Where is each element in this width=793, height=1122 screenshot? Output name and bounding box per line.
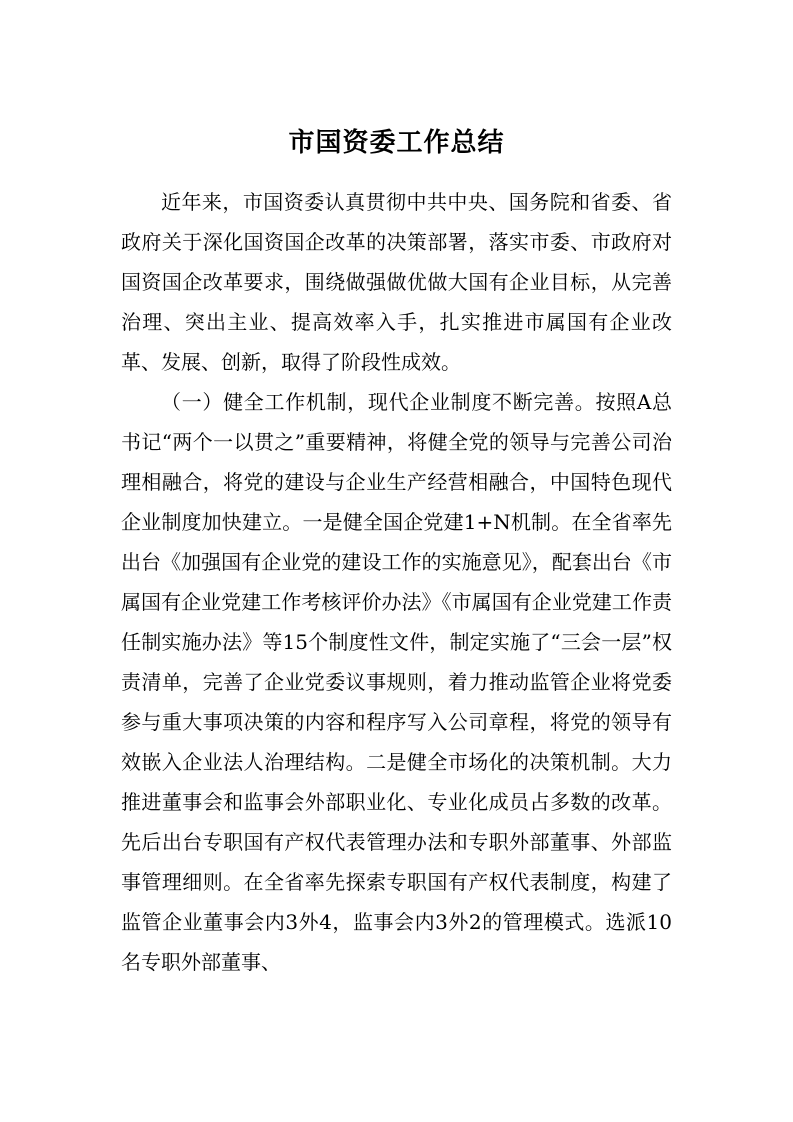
paragraph-section-1: （一）健全工作机制，现代企业制度不断完善。按照A总书记“两个一以贯之”重要精神，将健全党的领导与完善公司治理相融合，将党的建设与企业生产经营相融合，中国特色现代企业制度加快建立。一是健全国企党建1+N机制。在全省率先出台《加强国有企业党的建设工作的实施意见》，配套出台《市属国有企业党建工作考核评价办法》《市属国有企业党建工作责任制实施办法》等15个制度性文件，制定实施了“三会一层”权责清单，完善了企业党委议事规则，着力推动监管企业将党委参与重大事项决策的内容和程序写入公司章程，将党的领导有效嵌入企业法人治理结构。二是健全市场化的决策机制。大力推进董事会和监事会外部职业化、专业化成员占多数的改革。先后出台专职国有产权代表管理办法和专职外部董事、外部监事管理细则。在全省率先探索专职国有产权代表制度，构建了监管企业董事会内3外4，监事会内3外2的管理模式。选派10名专职外部董事、 <box>121 390 672 974</box>
document-body <box>121 182 672 982</box>
document-title: 市国资委工作总结 <box>288 128 505 158</box>
paragraph-intro: 近年来，市国资委认真贯彻中共中央、国务院和省委、省政府关于深化国资国企改革的决策部署，落实市委、市政府对国资国企改革要求，围绕做强做优做大国有企业目标，从完善治理、突出主业、提高效率入手，扎实推进市属国有企业改革、发展、创新，取得了阶段性成效。 <box>121 190 672 374</box>
